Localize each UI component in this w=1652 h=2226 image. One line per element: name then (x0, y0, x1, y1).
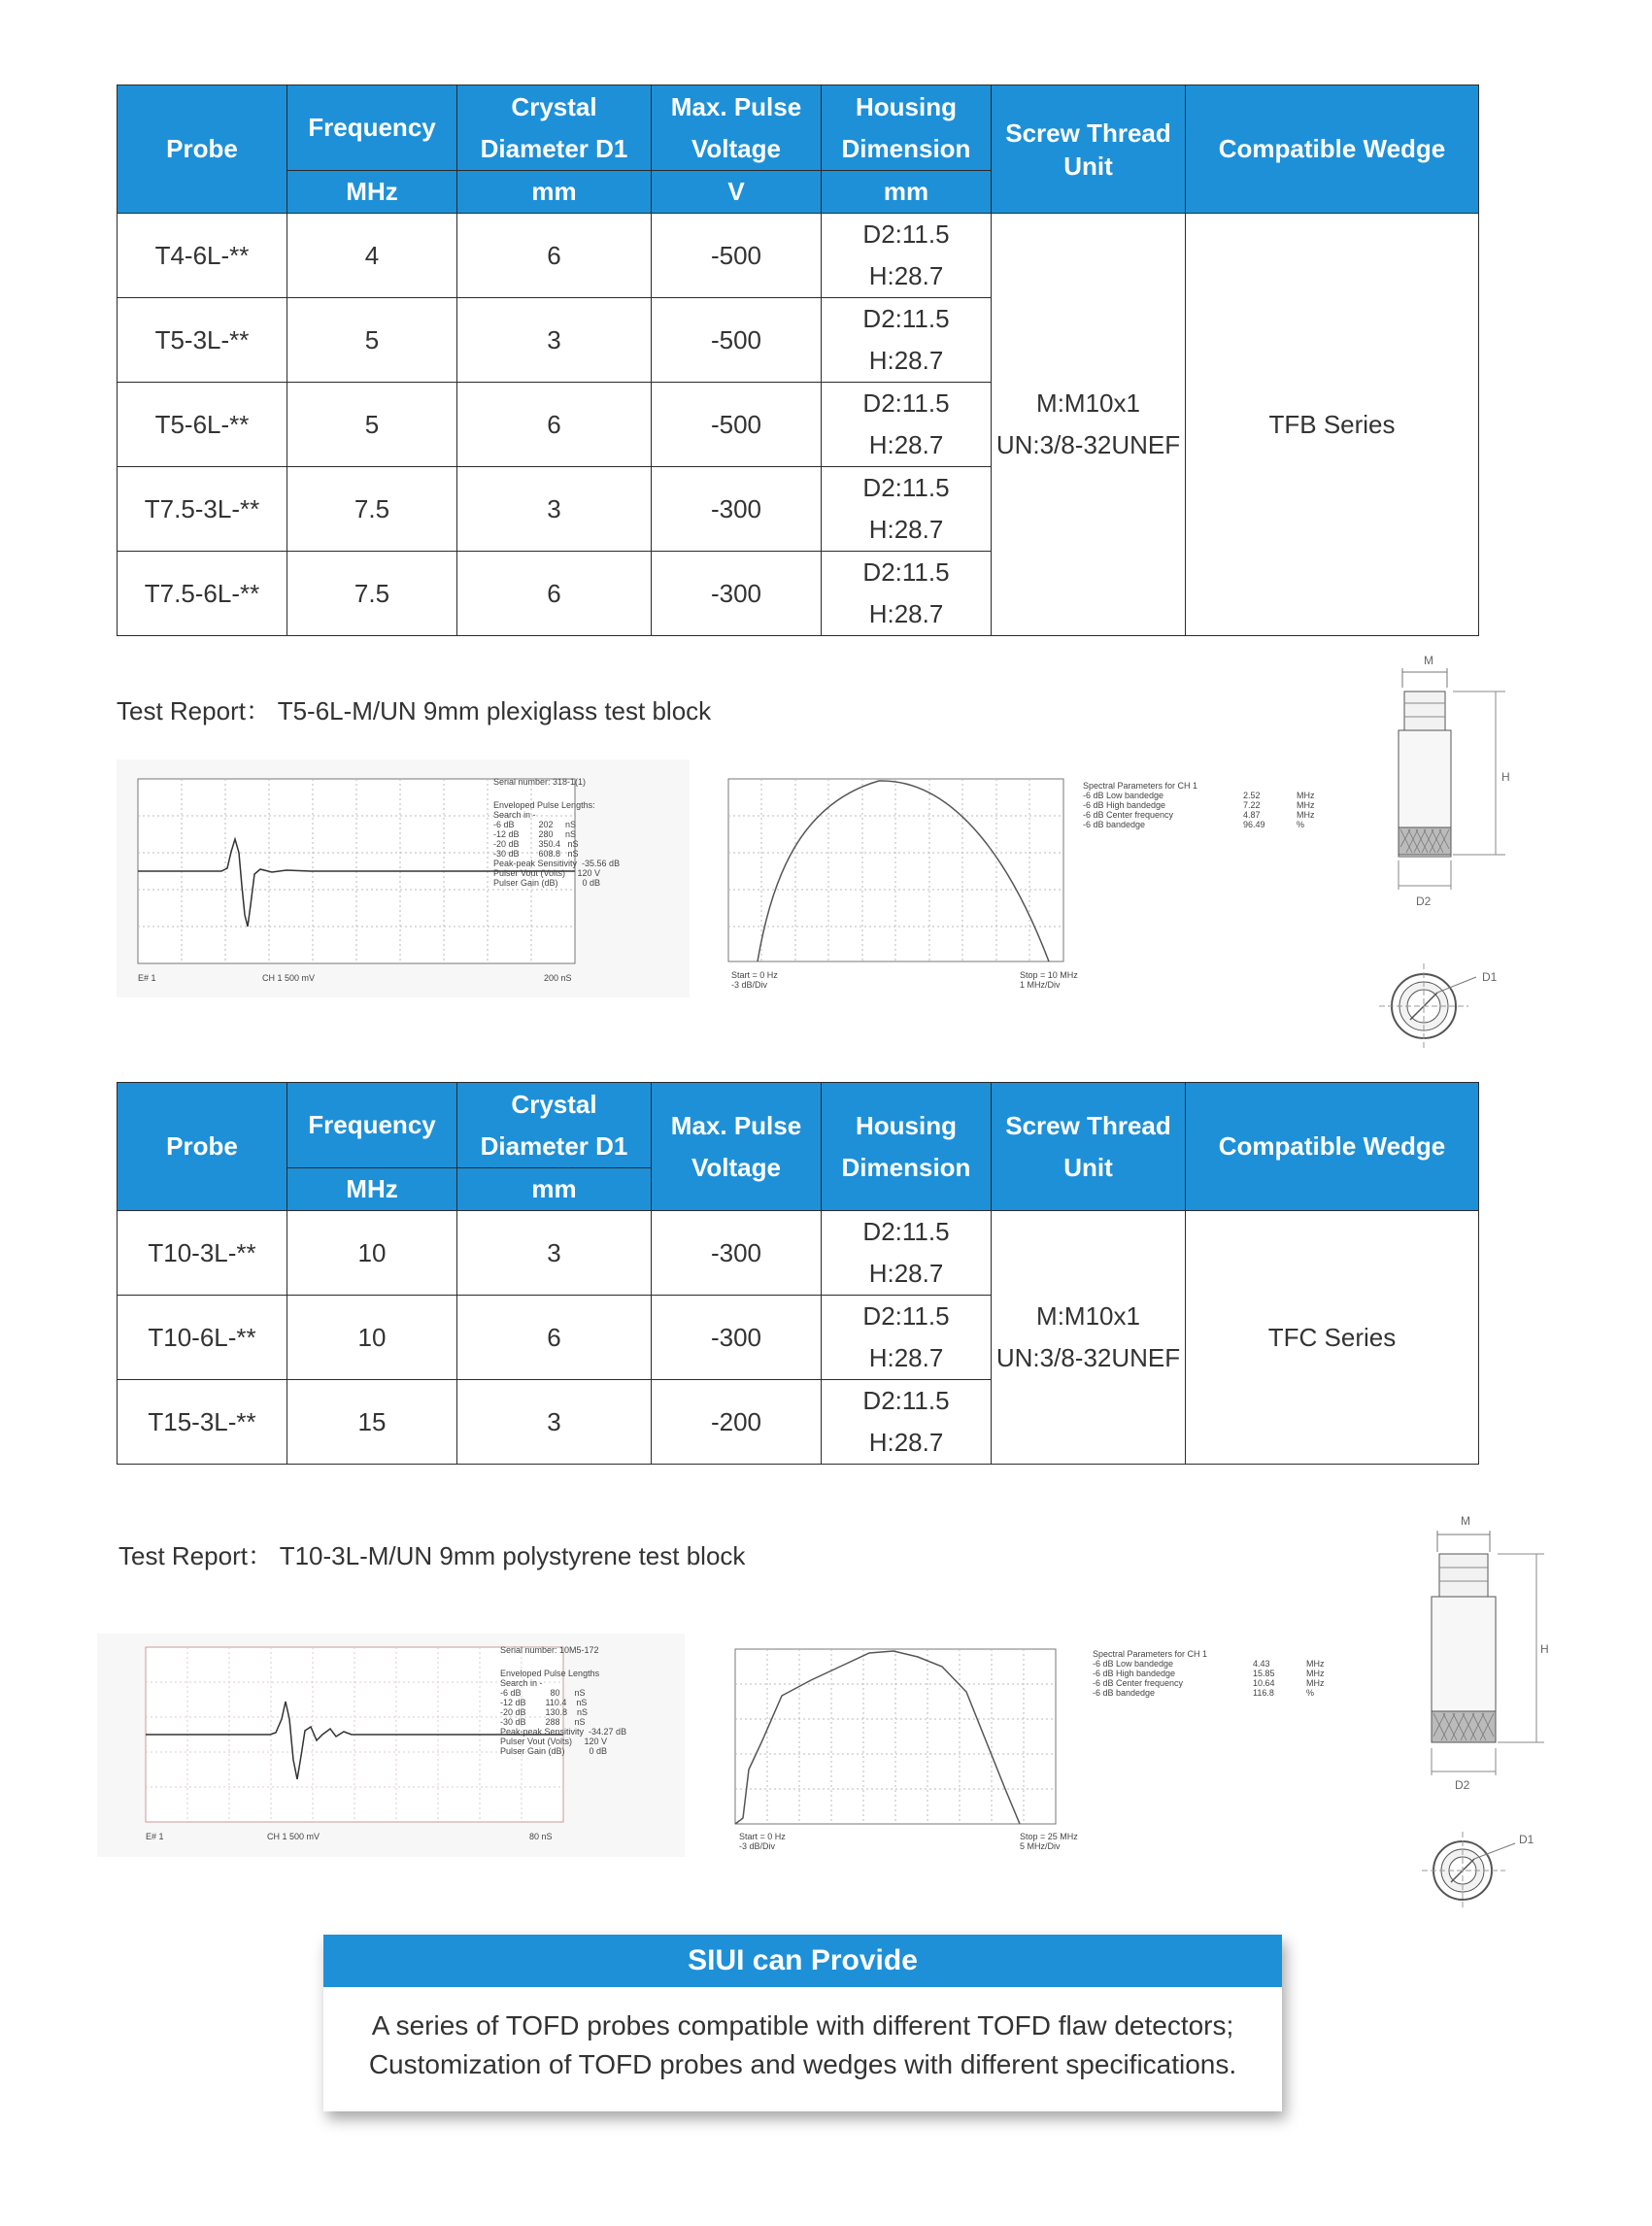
spectral-param-label: -6 dB Low bandedge (1093, 1659, 1174, 1669)
time-footer-left-2: E# 1 (146, 1832, 164, 1841)
header-frequency-2: Frequency (287, 1083, 457, 1168)
pulse-params-1 (493, 777, 688, 888)
time-footer-right: 200 nS (544, 973, 572, 983)
cell-pulse-voltage: -200 (652, 1380, 822, 1465)
pulse-waveform-panel-2 (97, 1634, 685, 1857)
cell-housing: D2:11.5 H:28.7 (822, 1380, 992, 1465)
serial-number-2: Serial number: 10M5-172 (500, 1645, 599, 1655)
spectral-param-label: -6 dB High bandedge (1093, 1669, 1176, 1678)
header-crystal: Crystal Diameter D1 (457, 85, 652, 171)
pulse-param-line: -20 dB 130.8 nS (500, 1707, 589, 1717)
probe-drawing-1 (1360, 649, 1564, 1076)
cell-crystal: 3 (457, 1380, 652, 1465)
header-compatible-wedge: Compatible Wedge (1186, 85, 1479, 214)
provide-line-1: A series of TOFD probes compatible with different TOFD flaw detectors; (371, 2010, 1234, 2040)
cell-crystal: 6 (457, 1296, 652, 1380)
cell-probe: T10-6L-** (118, 1296, 287, 1380)
pulse-param-line: Peak-peak Sensitivity -34.27 dB (500, 1727, 627, 1737)
header-housing-2: Housing Dimension (822, 1083, 992, 1211)
pulse-param-line: Enveloped Pulse Lengths (500, 1669, 600, 1678)
cell-probe: T5-6L-** (118, 383, 287, 467)
cell-housing: D2:11.5 H:28.7 (822, 552, 992, 636)
spec-footer-r1-2: Stop = 25 MHz (1020, 1832, 1078, 1841)
spectrum-panel-2 (724, 1634, 1360, 1867)
cell-frequency: 7.5 (287, 552, 457, 636)
pulse-param-line: Search in - (500, 1678, 543, 1688)
unit-frequency: MHz (287, 171, 457, 214)
time-footer-right-2: 80 nS (529, 1832, 553, 1841)
header-screw-thread: Screw Thread Unit (992, 85, 1186, 214)
spectral-param-row (1093, 1669, 1355, 1678)
cell-screw-thread: M:M10x1 UN:3/8-32UNEF (992, 214, 1186, 636)
cell-housing: D2:11.5 H:28.7 (822, 383, 992, 467)
serial-number-1: Serial number: 318-1(1) (493, 777, 587, 787)
unit-housing: mm (822, 171, 992, 214)
cell-pulse-voltage: -500 (652, 214, 822, 298)
spectral-param-row (1093, 1688, 1355, 1698)
cell-crystal: 6 (457, 383, 652, 467)
dim-label-d2-2: D2 (1455, 1778, 1470, 1792)
header-pulse-voltage-2: Max. Pulse Voltage (652, 1083, 822, 1211)
pulse-param-line: -12 dB 110.4 nS (500, 1698, 588, 1707)
cell-housing: D2:11.5 H:28.7 (822, 1211, 992, 1296)
spectral-param-unit: MHz (1306, 1669, 1325, 1678)
spectral-param-row (1083, 810, 1355, 820)
spectral-param-value: 15.85 (1253, 1669, 1275, 1678)
header-crystal-2: Crystal Diameter D1 (457, 1083, 652, 1168)
dim-label-h: H (1501, 770, 1510, 784)
pulse-params-2 (500, 1645, 685, 1756)
spectral-param-label: -6 dB High bandedge (1083, 800, 1166, 810)
cell-frequency: 5 (287, 298, 457, 383)
cell-probe: T15-3L-** (118, 1380, 287, 1465)
cell-compatible-wedge: TFC Series (1186, 1211, 1479, 1465)
unit-crystal: mm (457, 171, 652, 214)
cell-housing: D2:11.5 H:28.7 (822, 298, 992, 383)
cell-probe: T7.5-3L-** (118, 467, 287, 552)
spectral-param-label: -6 dB Low bandedge (1083, 791, 1164, 800)
spectral-title-2: Spectral Parameters for CH 1 (1093, 1649, 1208, 1659)
spec-table-1 (117, 84, 1479, 636)
dim-label-d1: D1 (1482, 970, 1498, 984)
cell-pulse-voltage: -300 (652, 1211, 822, 1296)
pulse-param-line: -6 dB 80 nS (500, 1688, 586, 1698)
provide-title: SIUI can Provide (323, 1935, 1282, 1987)
time-footer-left: E# 1 (138, 973, 156, 983)
spectral-param-label: -6 dB Center frequency (1093, 1678, 1184, 1688)
cell-pulse-voltage: -500 (652, 383, 822, 467)
dim-label-m: M (1424, 654, 1433, 667)
spectral-param-unit: % (1297, 820, 1305, 829)
spectral-param-label: -6 dB bandedge (1083, 820, 1146, 829)
cell-crystal: 3 (457, 467, 652, 552)
unit-frequency-2: MHz (287, 1168, 457, 1211)
spec-footer-l1: Start = 0 Hz (731, 970, 778, 980)
spectral-param-unit: MHz (1297, 800, 1315, 810)
pulse-param-line: Pulser Vout (Volts) 120 V (500, 1737, 608, 1746)
spectral-params-1 (1083, 781, 1355, 829)
dim-label-d1-2: D1 (1519, 1833, 1534, 1846)
spectral-param-unit: MHz (1306, 1678, 1325, 1688)
spectrum-panel-1 (714, 759, 1355, 1002)
table-row (118, 214, 1479, 298)
cell-probe: T10-3L-** (118, 1211, 287, 1296)
spec-footer-r1: Stop = 10 MHz (1020, 970, 1078, 980)
spectral-param-value: 96.49 (1243, 820, 1265, 829)
cell-crystal: 6 (457, 552, 652, 636)
pulse-param-line: Search in - (493, 810, 536, 820)
pulse-param-line: -12 dB 280 nS (493, 829, 577, 839)
cell-probe: T4-6L-** (118, 214, 287, 298)
spectral-param-value: 4.87 (1243, 810, 1261, 820)
cell-frequency: 4 (287, 214, 457, 298)
dim-label-m-2: M (1461, 1514, 1470, 1528)
cell-probe: T7.5-6L-** (118, 552, 287, 636)
pulse-param-line: Enveloped Pulse Lengths: (493, 800, 595, 810)
header-pulse-voltage: Max. Pulse Voltage (652, 85, 822, 171)
dim-label-d2: D2 (1416, 894, 1432, 908)
cell-crystal: 3 (457, 1211, 652, 1296)
cell-pulse-voltage: -300 (652, 552, 822, 636)
spectral-param-unit: MHz (1297, 810, 1315, 820)
spec-table-2 (117, 1082, 1479, 1465)
time-footer-mid: CH 1 500 mV (262, 973, 316, 983)
probe-drawing-2 (1369, 1507, 1573, 1935)
spectral-param-row (1083, 820, 1355, 829)
cell-probe: T5-3L-** (118, 298, 287, 383)
spectral-param-row (1093, 1659, 1355, 1669)
spectral-param-value: 7.22 (1243, 800, 1261, 810)
spectral-param-row (1093, 1678, 1355, 1688)
cell-frequency: 10 (287, 1211, 457, 1296)
cell-frequency: 5 (287, 383, 457, 467)
spectral-param-row (1083, 800, 1355, 810)
spectral-param-value: 2.52 (1243, 791, 1261, 800)
pulse-param-line: Pulser Gain (dB) 0 dB (500, 1746, 608, 1756)
spec-footer-r2: 1 MHz/Div (1020, 980, 1061, 990)
spectral-param-value: 10.64 (1253, 1678, 1275, 1688)
siui-provide-box (323, 1935, 1282, 2111)
cell-crystal: 6 (457, 214, 652, 298)
spectral-param-unit: MHz (1306, 1659, 1325, 1669)
report-title-1: Test Report： T5-6L-M/UN 9mm plexiglass test block (117, 696, 712, 725)
header-housing: Housing Dimension (822, 85, 992, 171)
cell-frequency: 10 (287, 1296, 457, 1380)
spectral-param-unit: MHz (1297, 791, 1315, 800)
cell-crystal: 3 (457, 298, 652, 383)
pulse-param-line: -30 dB 608.8 nS (493, 849, 579, 859)
report-title-2: Test Report： T10-3L-M/UN 9mm polystyrene test block (118, 1541, 746, 1570)
table-row (118, 1211, 1479, 1296)
spec-footer-l2: -3 dB/Div (731, 980, 768, 990)
header-compatible-wedge-2: Compatible Wedge (1186, 1083, 1479, 1211)
cell-housing: D2:11.5 H:28.7 (822, 214, 992, 298)
header-screw-thread-2: Screw Thread Unit (992, 1083, 1186, 1211)
pulse-param-line: Peak-peak Sensitivity -35.56 dB (493, 859, 621, 868)
spec-footer-l2-2: -3 dB/Div (739, 1841, 776, 1851)
spectral-params-2 (1093, 1649, 1355, 1698)
header-probe-2: Probe (118, 1083, 287, 1211)
spectral-param-value: 4.43 (1253, 1659, 1270, 1669)
provide-line-2: Customization of TOFD probes and wedges with different specifications. (368, 2049, 1237, 2079)
spectral-param-unit: % (1306, 1688, 1315, 1698)
header-frequency: Frequency (287, 85, 457, 171)
pulse-param-line: Pulser Vout (Volts) 120 V (493, 868, 601, 878)
dim-label-h-2: H (1540, 1642, 1549, 1656)
pulse-param-line: -20 dB 350.4 nS (493, 839, 579, 849)
pulse-param-line: -6 dB 202 nS (493, 820, 577, 829)
spectral-param-label: -6 dB Center frequency (1083, 810, 1174, 820)
cell-pulse-voltage: -500 (652, 298, 822, 383)
pulse-waveform-panel-1 (117, 759, 690, 997)
spectral-param-value: 116.8 (1253, 1688, 1274, 1698)
cell-housing: D2:11.5 H:28.7 (822, 467, 992, 552)
header-probe: Probe (118, 85, 287, 214)
spectral-param-label: -6 dB bandedge (1093, 1688, 1156, 1698)
spectral-param-row (1083, 791, 1355, 800)
pulse-param-line: -30 dB 288 nS (500, 1717, 586, 1727)
cell-compatible-wedge: TFB Series (1186, 214, 1479, 636)
time-footer-mid-2: CH 1 500 mV (267, 1832, 320, 1841)
cell-frequency: 15 (287, 1380, 457, 1465)
unit-crystal-2: mm (457, 1168, 652, 1211)
cell-housing: D2:11.5 H:28.7 (822, 1296, 992, 1380)
pulse-param-line: Pulser Gain (dB) 0 dB (493, 878, 601, 888)
cell-frequency: 7.5 (287, 467, 457, 552)
spectral-title-1: Spectral Parameters for CH 1 (1083, 781, 1198, 791)
spec-footer-l1-2: Start = 0 Hz (739, 1832, 786, 1841)
cell-pulse-voltage: -300 (652, 467, 822, 552)
spec-footer-r2-2: 5 MHz/Div (1020, 1841, 1061, 1851)
cell-screw-thread: M:M10x1 UN:3/8-32UNEF (992, 1211, 1186, 1465)
cell-pulse-voltage: -300 (652, 1296, 822, 1380)
unit-pulse: V (652, 171, 822, 214)
